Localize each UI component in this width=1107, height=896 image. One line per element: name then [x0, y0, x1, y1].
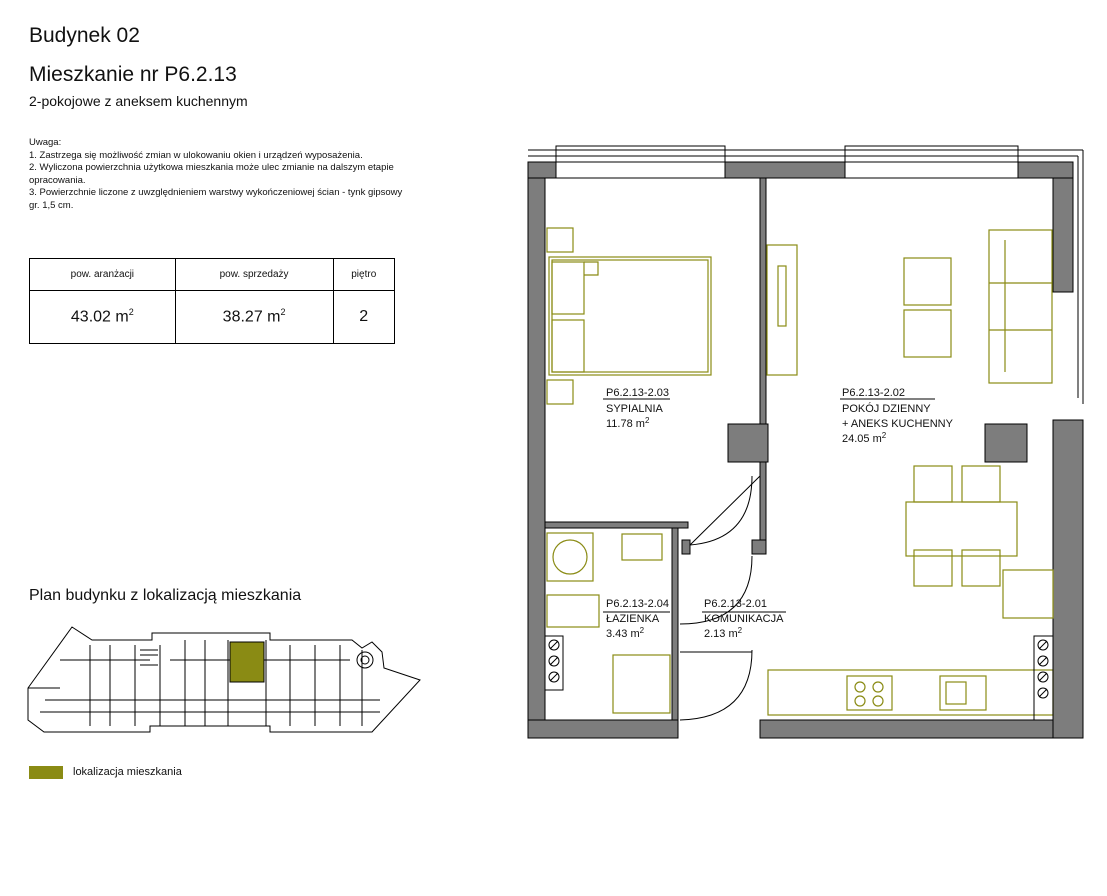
wall: [985, 424, 1027, 462]
room-code: P6.2.13-2.03: [606, 387, 669, 399]
unit-superscript: 2: [881, 431, 887, 440]
room-area-value: 24.05 m: [842, 433, 882, 445]
room-area: [704, 626, 743, 640]
room-code: P6.2.13-2.04: [606, 598, 669, 610]
header-floor: piętro: [333, 259, 394, 291]
unit-superscript: 2: [128, 307, 134, 318]
wall: [1053, 162, 1073, 292]
wall: [728, 424, 768, 462]
room-area-value: 3.43 m: [606, 628, 640, 640]
chair: [914, 466, 952, 502]
wall: [1018, 162, 1073, 178]
counter: [768, 670, 1053, 715]
kitchen-sink: [940, 676, 986, 710]
shower: [613, 655, 670, 713]
legend-label: lokalizacja mieszkania: [73, 766, 182, 778]
nightstand: [547, 380, 573, 404]
wall: [1053, 420, 1083, 738]
wall: [528, 162, 545, 738]
chair: [962, 466, 1000, 502]
armchair: [904, 310, 951, 357]
room-area-value: 2.13 m: [704, 628, 738, 640]
hob: [847, 676, 892, 710]
sale-area-value: 38.27 m: [222, 308, 281, 326]
room-area-value: 11.78 m: [606, 418, 645, 430]
sink: [622, 534, 662, 560]
toilet: [547, 595, 599, 627]
wall: [760, 178, 766, 553]
wall: [725, 162, 845, 178]
bed: [552, 260, 708, 372]
unit-superscript: 2: [644, 416, 650, 425]
header-sale-area: pow. sprzedaży: [175, 259, 333, 291]
room-name: SYPIALNIA: [606, 403, 663, 415]
room-name: POKÓJ DZIENNY: [842, 403, 931, 415]
room-name: KOMUNIKACJA: [704, 613, 784, 625]
bed: [549, 257, 711, 375]
floor-value: 2: [333, 291, 394, 344]
building-plan-title: Plan budynku z lokalizacją mieszkania: [29, 587, 302, 604]
note-item: 1. Zastrzega się możliwość zmian w ulokowaniu okien i urządzeń wyposażenia.: [29, 149, 363, 161]
armchair: [904, 258, 951, 305]
apartment-type: 2-pokojowe z aneksem kuchennym: [29, 93, 248, 109]
room-code: P6.2.13-2.01: [704, 598, 767, 610]
building-title: Budynek 02: [29, 24, 140, 47]
wall: [752, 540, 766, 554]
window: [556, 162, 725, 178]
sofa: [989, 230, 1052, 383]
header-arrangement-area: pow. aranżacji: [30, 259, 176, 291]
wall: [760, 720, 1053, 738]
room-area: [606, 626, 645, 640]
wall: [528, 720, 678, 738]
door-arc: [690, 476, 752, 545]
apartment-title: Mieszkanie nr P6.2.13: [29, 63, 237, 86]
room-name: ŁAZIENKA: [606, 613, 660, 625]
window: [556, 146, 725, 162]
note-item: 2. Wyliczona powierzchnia użytkowa mieszkania może ulec zmianie na dalszym etapie opracowania.: [29, 162, 394, 186]
pillow: [552, 320, 584, 372]
pillow: [552, 262, 584, 314]
wall: [545, 522, 688, 528]
unit-superscript: 2: [737, 626, 743, 635]
window: [845, 162, 1018, 178]
window: [845, 146, 1018, 162]
wall: [528, 162, 556, 178]
arrangement-area-value: 43.02 m: [70, 308, 129, 326]
notes-title: Uwaga:: [29, 137, 62, 148]
room-code: P6.2.13-2.02: [842, 387, 905, 399]
wall: [672, 528, 678, 720]
unit-superscript: 2: [639, 626, 645, 635]
room-name-2: + ANEKS KUCHENNY: [842, 418, 953, 430]
tv-unit: [767, 245, 797, 375]
plant-box: [1003, 570, 1053, 618]
dining-table: [906, 502, 1017, 556]
nightstand: [547, 228, 573, 252]
door-arc: [680, 650, 752, 720]
unit-superscript: 2: [280, 307, 286, 318]
wall: [682, 540, 690, 554]
room-area: [606, 416, 650, 430]
room-area: [842, 431, 887, 445]
note-item: 3. Powierzchnie liczone z uwzględnieniem warstwy wykończeniowej ścian - tynk gipsowy gr. 1,5 cm.: [29, 187, 403, 211]
